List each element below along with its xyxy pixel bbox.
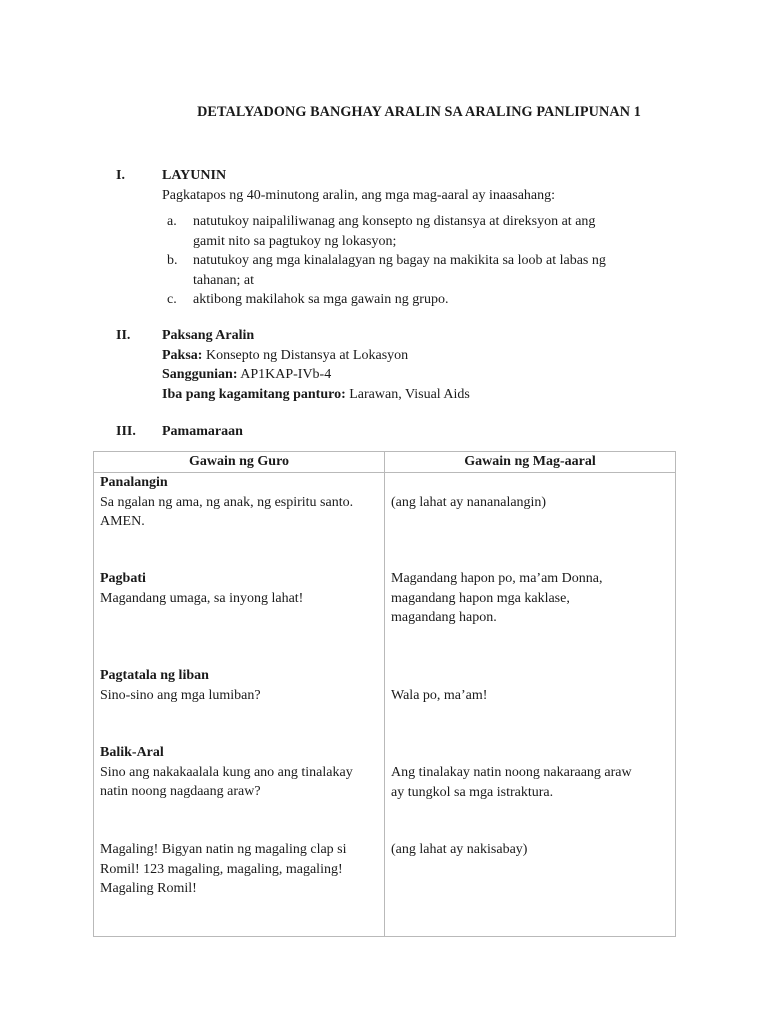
mag-aaral-cell	[385, 473, 676, 937]
paksa-label: Paksa:	[162, 347, 203, 363]
kagamitan-label: Iba pang kagamitang panturo:	[162, 386, 346, 402]
table-header-row	[94, 452, 676, 473]
mag-aaral-block	[391, 569, 669, 628]
section-number-paksang-aralin: II.	[116, 328, 131, 343]
kagamitan-value: Larawan, Visual Aids	[345, 386, 470, 402]
section-layunin	[162, 166, 682, 310]
guro-cell	[94, 473, 385, 937]
guro-block-heading: Pagtatala ng liban	[100, 668, 209, 683]
guro-line: Sino-sino ang mga lumiban?	[100, 687, 261, 703]
objective-line: aktibong makilahok sa mga gawain ng grupo.	[193, 292, 449, 307]
objective-marker: b.	[167, 253, 178, 268]
mag-aaral-block	[391, 686, 669, 706]
guro-line: natin noong nagdaang araw?	[100, 784, 261, 799]
document-title: DETALYADONG BANGHAY ARALIN SA ARALING PANLIPUNAN 1	[197, 104, 641, 120]
objective-marker: a.	[167, 214, 177, 229]
guro-block-papuri	[100, 840, 378, 899]
guro-line: Romil! 123 magaling, magaling, magaling!	[100, 861, 343, 877]
objective-item	[162, 251, 682, 290]
objective-marker: c.	[167, 292, 177, 307]
guro-block-panalangin	[100, 473, 378, 532]
layunin-intro: Pagkatapos ng 40-minutong aralin, ang mga mag-aaral ay inaasahang:	[162, 187, 556, 203]
mag-aaral-line: (ang lahat ay nakisabay)	[391, 842, 528, 857]
sanggunian-line	[162, 365, 682, 385]
objective-item	[162, 290, 682, 310]
sanggunian-label: Sanggunian:	[162, 367, 238, 382]
mag-aaral-line: magandang hapon.	[391, 610, 497, 625]
guro-line: Magaling Romil!	[100, 881, 197, 896]
objective-line: natutukoy naipaliliwanag ang konsepto ng distansya at direksyon at ang	[193, 214, 596, 229]
guro-block-pagtatala	[100, 666, 378, 705]
guro-line: Sa ngalan ng ama, ng anak, ng espiritu santo.	[100, 494, 354, 510]
guro-line: Sino ang nakakaalala kung ano ang tinalakay	[100, 764, 353, 780]
guro-line: AMEN.	[100, 514, 145, 529]
objective-line: gamit nito sa pagtukoy ng lokasyon;	[193, 233, 397, 249]
section-number-pamamaraan: III.	[116, 424, 136, 439]
procedure-table	[93, 451, 676, 937]
guro-block-pagbati	[100, 569, 378, 608]
objective-line: tahanan; at	[193, 272, 255, 288]
sanggunian-value: AP1KAP-IVb-4	[237, 367, 332, 382]
mag-aaral-line: Magandang hapon po, ma’am Donna,	[391, 571, 603, 586]
section-heading-paksang-aralin: Paksang Aralin	[162, 328, 255, 343]
guro-line: Magandang umaga, sa inyong lahat!	[100, 590, 304, 606]
objectives-list	[162, 212, 682, 310]
section-paksang-aralin	[162, 326, 682, 404]
objective-line: natutukoy ang mga kinalalagyan ng bagay na makikita sa loob at labas ng	[193, 253, 606, 268]
guro-line: Magaling! Bigyan natin ng magaling clap si	[100, 842, 347, 857]
mag-aaral-line: ay tungkol sa mga istraktura.	[391, 784, 554, 800]
guro-block-heading: Balik-Aral	[100, 745, 164, 760]
header-gawain-guro: Gawain ng Guro	[94, 452, 385, 473]
section-heading-layunin: LAYUNIN	[162, 168, 227, 183]
mag-aaral-line: Ang tinalakay natin noong nakaraang araw	[391, 765, 632, 780]
mag-aaral-line: Wala po, ma’am!	[391, 688, 488, 703]
guro-block-heading: Pagbati	[100, 571, 146, 586]
objective-item	[162, 212, 682, 251]
section-pamamaraan	[162, 422, 682, 442]
guro-block-heading: Panalangin	[100, 475, 168, 490]
mag-aaral-line: (ang lahat ay nananalangin)	[391, 495, 547, 510]
section-heading-pamamaraan: Pamamaraan	[162, 424, 243, 439]
kagamitan-line	[162, 385, 682, 405]
paksa-line	[162, 346, 682, 366]
header-gawain-mag-aaral: Gawain ng Mag-aaral	[385, 452, 676, 473]
paksa-value: Konsepto ng Distansya at Lokasyon	[202, 347, 409, 363]
table-row	[94, 473, 676, 937]
section-number-layunin: I.	[116, 168, 125, 183]
mag-aaral-block	[391, 763, 669, 802]
mag-aaral-line: magandang hapon mga kaklase,	[391, 590, 570, 606]
mag-aaral-block	[391, 493, 669, 513]
mag-aaral-block	[391, 840, 669, 860]
guro-block-balik-aral	[100, 743, 378, 802]
